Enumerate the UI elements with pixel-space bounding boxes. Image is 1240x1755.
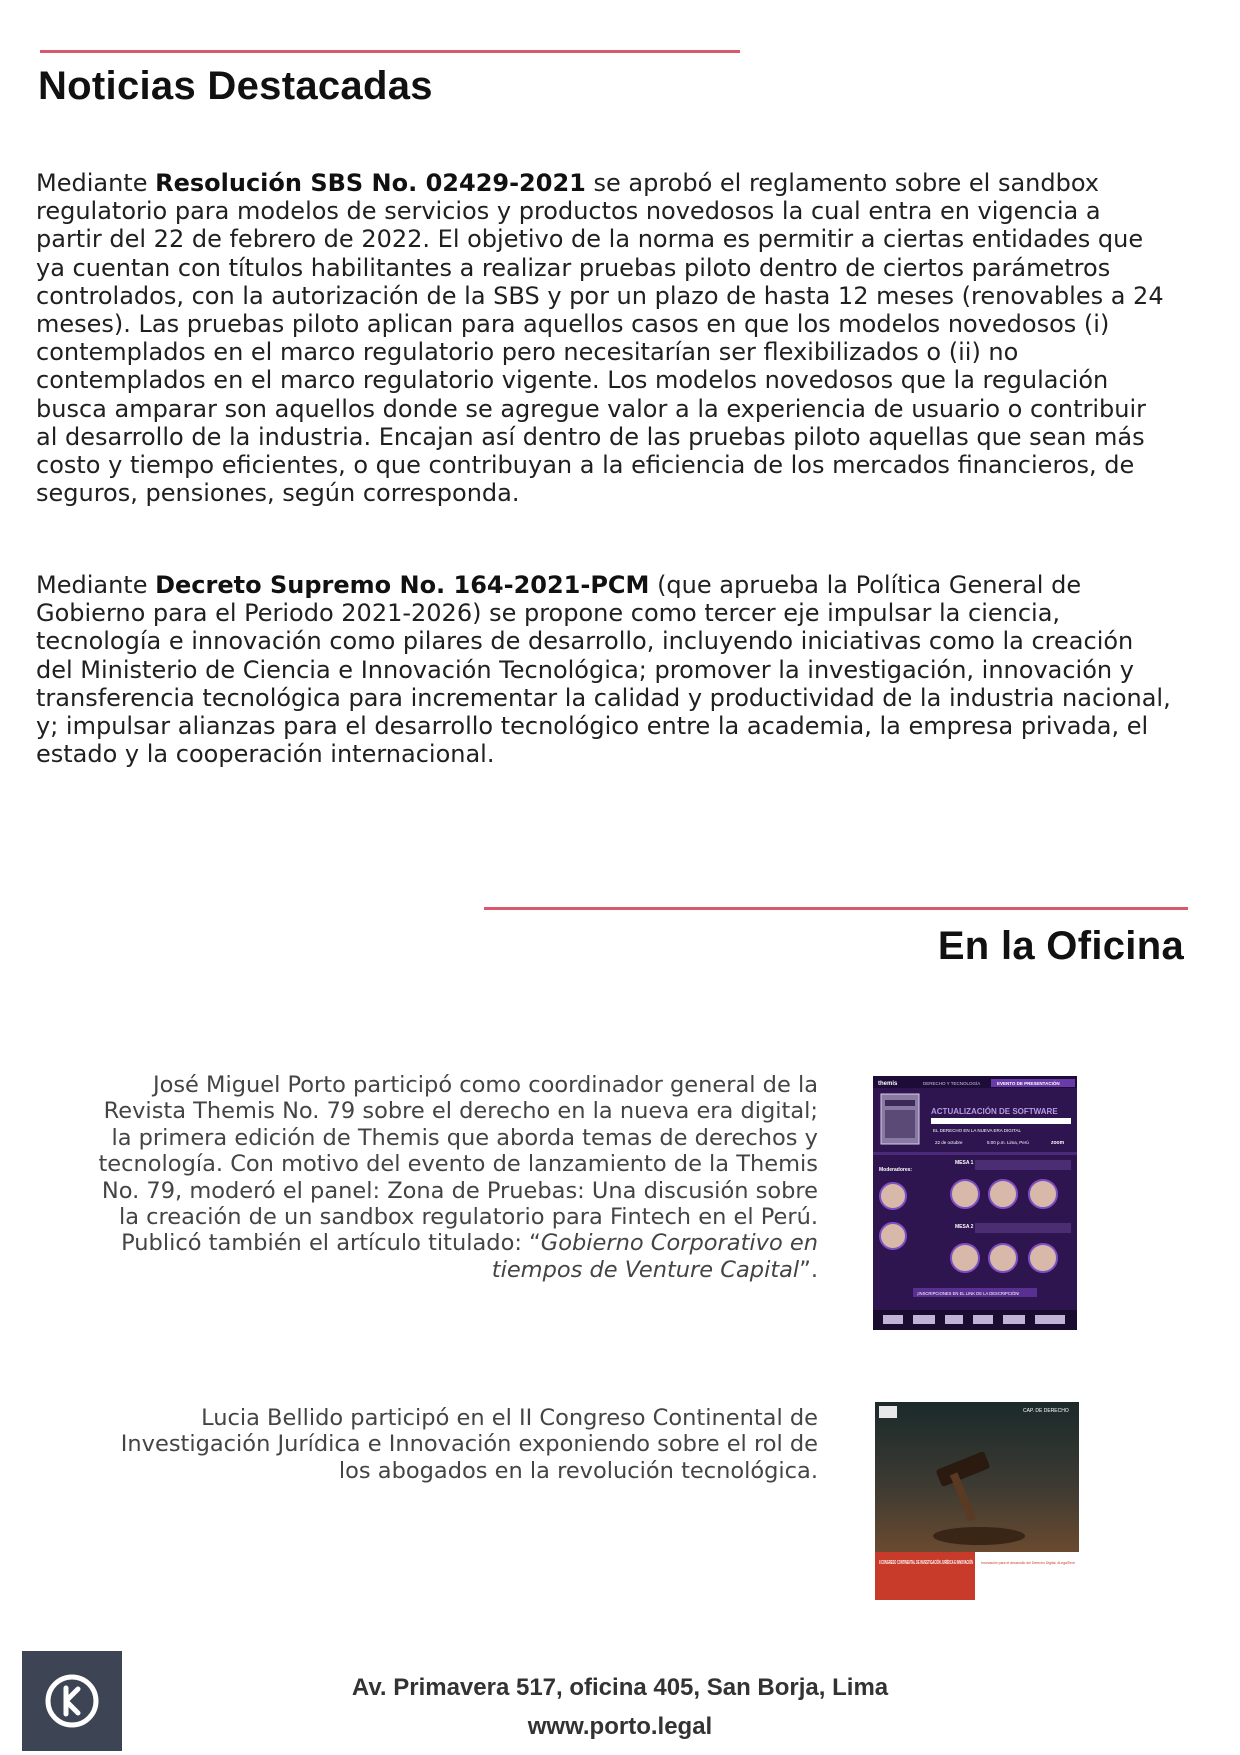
themis-poster-graphic [873, 1076, 1077, 1330]
noticias-paragraph-2 [36, 571, 1176, 768]
poster1-platform: zoom [1051, 1140, 1065, 1146]
article-title: Gobierno Corporativo en tiempos de Venture Capital [491, 1230, 818, 1283]
poster1-headline: ACTUALIZACIÓN DE SOFTWARE [931, 1107, 1058, 1116]
section-divider-oficina [484, 907, 1188, 910]
noticias-title: Noticias Destacadas [38, 64, 433, 108]
themis-event-poster [873, 1076, 1077, 1330]
noticias-paragraph-1 [36, 169, 1166, 507]
p2-decree-ref: Decreto Supremo No. 164-2021-PCM [155, 571, 650, 599]
poster1-mesa-2: MESA 2 [955, 1224, 974, 1230]
poster1-time: 5:00 p.m. Lima, Perú [987, 1140, 1029, 1145]
poster1-date: 22 de octubre [935, 1140, 963, 1145]
p2-intro: Mediante [36, 571, 156, 599]
quote-close: ”. [799, 1256, 818, 1283]
poster2-sub: Innovación para el desarrollo del Derecho Digital, #LegalTech [981, 1560, 1075, 1565]
poster1-inscripcion: ¡INSCRIPCIONES EN EL LINK DE LA DESCRIPCIÓN! [917, 1291, 1020, 1296]
p1-intro: Mediante [36, 169, 156, 197]
poster1-moderadores: Moderadores: [879, 1167, 913, 1173]
oficina-item-2-text [86, 1405, 818, 1484]
poster1-mesa-1: MESA 1 [955, 1160, 974, 1166]
oficina-title: En la Oficina [937, 924, 1184, 968]
p1-resolution-ref: Resolución SBS No. 02429-2021 [155, 169, 586, 197]
quote-open: “ [529, 1230, 541, 1257]
item2-body: Lucia Bellido participó en el II Congreso Continental de Investigación Jurídica e Innovación exponiendo sobre el rol de los abogados en la revolución tecnológica. [120, 1405, 818, 1484]
congreso-poster-graphic [875, 1402, 1079, 1600]
poster1-event: EVENTO DE PRESENTACIÓN [997, 1081, 1060, 1086]
poster2-corner: CAP. DE DERECHO [1023, 1408, 1069, 1414]
footer-address: Av. Primavera 517, oficina 405, San Borja, Lima [351, 1674, 889, 1701]
poster1-subheadline: EL DERECHO EN LA NUEVA ERA DIGITAL [933, 1128, 1021, 1133]
poster1-brand: themis [878, 1081, 898, 1087]
poster2-title: II CONGRESO CONTINENTAL DE INVESTIGACIÓN JURÍDICA E INNOVACIÓN [879, 1560, 1061, 1566]
poster1-tag: DERECHO Y TECNOLOGÍA [923, 1081, 981, 1086]
congreso-poster [875, 1402, 1079, 1600]
p1-body: se aprobó el reglamento sobre el sandbox regulatorio para modelos de servicios y productos novedosos la cual entra en vigencia a partir del 22 de febrero de 2022. El objetivo de la norma es permitir a ciertas entidades que ya cuentan con títulos habilitantes a realizar pruebas piloto dentro de ciertos parámetros controlados, con la autorización de la SBS y por un plazo de hasta 12 meses (renovables a 24 meses). Las pruebas piloto aplican para aquellos casos en que los modelos novedosos (i) contemplados en el marco regulatorio pero necesitarían ser flexibilizados o (ii) no contemplados en el marco regulatorio vigente. Los modelos novedosos que la regulación busca amparar son aquellos donde se agregue valor a la experiencia de usuario o contribuir al desarrollo de la industria. Encajan así dentro de las pruebas piloto aquellas que sean más costo y tiempo eficientes, o que contribuyan a la eficiencia de los mercados financieros, de seguros, pensiones, según corresponda. [36, 169, 1164, 508]
footer-website[interactable]: www.porto.legal [527, 1713, 713, 1740]
section-divider-noticias [40, 50, 740, 53]
item1-body: José Miguel Porto participó como coordinador general de la Revista Themis No. 79 sobre el derecho en la nueva era digital; la primera edición de Themis que aborda temas de derechos y tecnología. Con motivo del evento de lanzamiento de la Themis No. 79, moderó el panel: Zona de Pruebas: Una discusión sobre la creación de un sandbox regulatorio para Fintech en el Perú. Publicó también el artículo titulado: [98, 1072, 818, 1257]
oficina-item-1-text [86, 1072, 818, 1283]
p2-body: (que aprueba la Política General de Gobierno para el Periodo 2021-2026) se propone como tercer eje impulsar la ciencia, tecnología e innovación como pilares de desarrollo, incluyendo iniciativas como la creación del Ministerio de Ciencia e Innovación Tecnológica; promover la investigación, innovación y transferencia tecnológica para incrementar la calidad y productividad de la industria nacional, y; impulsar alianzas para el desarrollo tecnológico entre la academia, la empresa privada, el estado y la cooperación internacional. [36, 571, 1171, 769]
